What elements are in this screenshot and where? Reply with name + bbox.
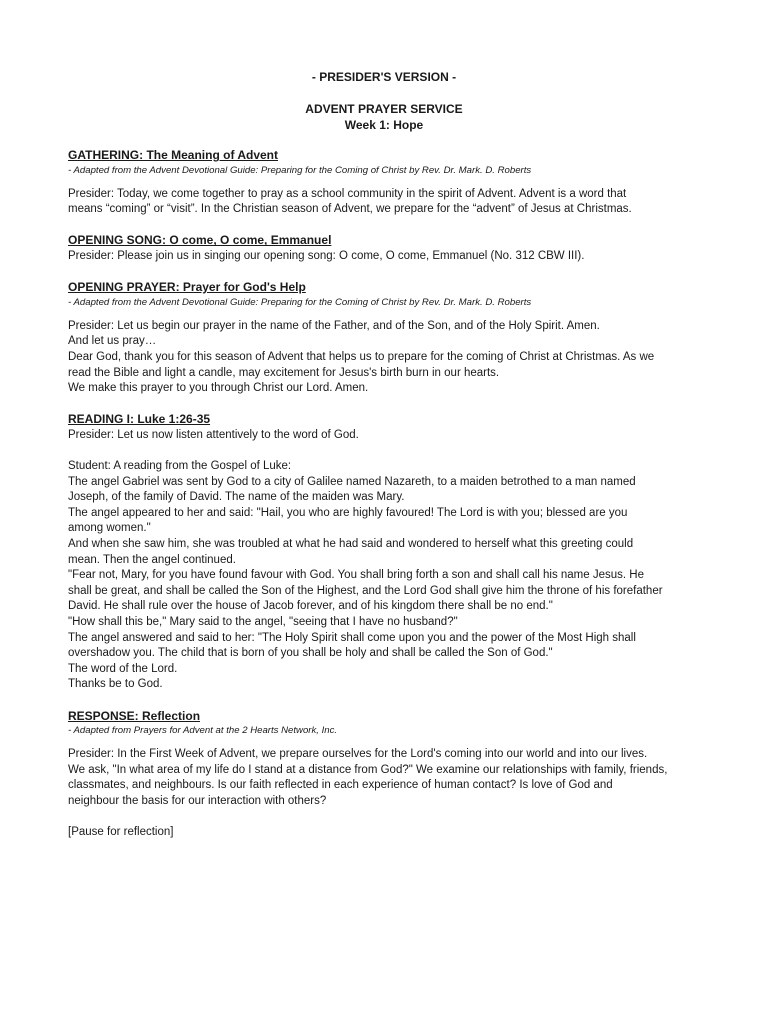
version-heading: - PRESIDER'S VERSION - [311,70,457,84]
reading-line: overshadow you. The child that is born of you shall be holy and shall be called the Son of God." [68,647,553,660]
reading-line: shall be great, and shall be called the Son of the Highest, and the Lord God shall give him the throne of his forefather [68,584,663,597]
week-subtitle: Week 1: Hope [344,118,424,132]
opening-song-line: Presider: Please join us in singing our opening song: O come, O come, Emmanuel (No. 312 CBW III). [68,249,585,262]
opening-prayer-line: read the Bible and light a candle, may excitement for Jesus's birth burn in our hearts. [68,366,500,379]
reading-line: The word of the Lord. [68,662,178,675]
opening-prayer-line: And let us pray… [68,335,157,348]
reading-line: Joseph, of the family of David. The name of the maiden was Mary. [68,491,405,504]
opening-prayer-title: OPENING PRAYER: Prayer for God's Help [68,280,306,295]
reading-line: mean. Then the angel continued. [68,553,236,566]
reading-section [68,412,728,693]
gathering-line: Presider: Today, we come together to pray as a school community in the spirit of Advent. Advent is a word that [68,187,627,200]
reading-line: "Fear not, Mary, for you have found favour with God. You shall bring forth a son and shall call his name Jesus. He [68,569,644,582]
opening-prayer-attribution: - Adapted from the Advent Devotional Guide: Preparing for the Coming of Christ by Rev. Dr. Mark. D. Roberts [68,296,532,308]
reading-intro: Presider: Let us now listen attentively to the word of God. [68,428,359,441]
gathering-line: means “coming” or “visit”. In the Christian season of Advent, we prepare for the “advent” of Jesus at Christmas. [68,203,632,216]
opening-song-section [68,233,728,264]
document-title: ADVENT PRAYER SERVICE [305,102,463,116]
pause-note: [Pause for reflection] [68,826,174,839]
response-title: RESPONSE: Reflection [68,708,201,723]
response-line: We ask, "In what area of my life do I stand at a distance from God?" We examine our relationships with family, friends, [68,763,668,776]
gathering-section [68,148,728,218]
reading-title: READING I: Luke 1:26-35 [68,412,211,427]
reading-line: Thanks be to God. [68,678,163,691]
response-section [68,709,728,841]
response-line: classmates, and neighbours. Is our faith reflected in each experience of human contact? Is love of God and [68,779,613,792]
reading-line: among women." [68,522,151,535]
response-attribution: - Adapted from Prayers for Advent at the 2 Hearts Network, Inc. [68,725,338,737]
reading-line: The angel appeared to her and said: "Hail, you who are highly favoured! The Lord is with you; blessed are you [68,506,628,519]
reading-line: David. He shall rule over the house of Jacob forever, and of his kingdom there shall be no end." [68,600,553,613]
opening-prayer-section [68,280,728,397]
reading-line: Student: A reading from the Gospel of Luke: [68,460,292,473]
reading-line: The angel Gabriel was sent by God to a city of Galilee named Nazareth, to a maiden betrothed to a man named [68,475,636,488]
opening-prayer-line: Presider: Let us begin our prayer in the name of the Father, and of the Son, and of the Holy Spirit. Amen. [68,319,600,332]
reading-line: And when she saw him, she was troubled at what he had said and wondered to herself what this greeting could [68,538,634,551]
document-body [68,148,728,841]
reading-line: "How shall this be," Mary said to the angel, "seeing that I have no husband?" [68,616,458,629]
opening-song-title: OPENING SONG: O come, O come, Emmanuel [68,233,332,248]
opening-prayer-line: We make this prayer to you through Christ our Lord. Amen. [68,382,369,395]
reading-line: The angel answered and said to her: "The Holy Spirit shall come upon you and the power of the Most High shall [68,631,636,644]
response-line: Presider: In the First Week of Advent, we prepare ourselves for the Lord's coming into our world and into our lives. [68,748,648,761]
response-line: neighbour the basis for our interaction with others? [68,794,327,807]
gathering-attribution: - Adapted from the Advent Devotional Guide: Preparing for the Coming of Christ by Rev. Dr. Mark. D. Roberts [68,164,532,176]
opening-prayer-line: Dear God, thank you for this season of Advent that helps us to prepare for the coming of Christ at Christmas. As we [68,350,655,363]
gathering-title: GATHERING: The Meaning of Advent [68,148,278,162]
